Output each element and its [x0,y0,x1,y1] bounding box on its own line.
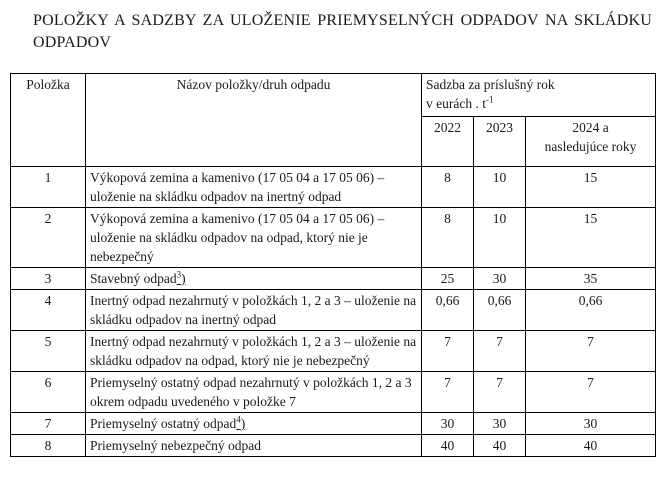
row-rate-2024: 35 [526,268,656,290]
row-rate-2022: 40 [422,435,474,457]
table-row [11,290,656,331]
row-waste-name [86,290,422,331]
row-rate-2024: 40 [526,435,656,457]
rates-table [10,73,656,457]
table-row [11,372,656,413]
table-row [11,435,656,457]
row-waste-name [86,331,422,372]
row-rate-2023: 30 [474,413,526,435]
header-sadzba-unit: v eurách . t [426,96,486,111]
row-waste-name-text: Priemyselný ostatný odpad nezahrnutý v položkách 1, 2 a 3 okrem odpadu uvedeného v položke 7 [90,375,412,409]
row-waste-name [86,372,422,413]
row-waste-name [86,167,422,208]
row-rate-2023: 7 [474,372,526,413]
header-sadzba-line-2 [426,94,651,113]
footnote-marker: $^3$) [176,269,186,286]
header-sadzba [422,74,656,117]
table-body [11,167,656,457]
table-row [11,167,656,208]
page-title [33,10,652,53]
row-item-number: 6 [11,372,86,413]
table-row [11,268,656,290]
row-waste-name-text: Výkopová zemina a kamenivo (17 05 04 a 17 05 06) – uloženie na skládku odpadov na inertný odpad [90,170,385,204]
title-line-1: POLOŽKY A SADZBY ZA ULOŽENIE PRIEMYSELNÝCH ODPADOV NA SKLÁDKU [33,12,652,29]
row-rate-2023: 7 [474,331,526,372]
row-waste-name-text: Inertný odpad nezahrnutý v položkách 1, 2 a 3 – uloženie na skládku odpadov na odpad, ktorý nie je nebezpečný [90,334,417,368]
header-sadzba-exponent: -1 [485,94,494,105]
row-rate-2024: 15 [526,208,656,268]
table-row [11,208,656,268]
table-row [11,331,656,372]
document-page [0,10,665,488]
header-year-2024-line-2: nasledujúce roky [544,139,637,154]
row-rate-2022: 30 [422,413,474,435]
table-row [11,413,656,435]
row-rate-2022: 8 [422,167,474,208]
header-year-2022: 2022 [422,117,474,167]
row-item-number: 5 [11,331,86,372]
row-item-number: 8 [11,435,86,457]
row-rate-2022: 8 [422,208,474,268]
header-nazov: Názov položky/druh odpadu [86,74,422,167]
row-rate-2024: 7 [526,372,656,413]
row-waste-name [86,413,422,435]
row-waste-name [86,435,422,457]
row-rate-2024: 0,66 [526,290,656,331]
row-rate-2023: 30 [474,268,526,290]
row-rate-2022: 7 [422,372,474,413]
title-line-2: ODPADOV [33,33,112,51]
row-item-number: 1 [11,167,86,208]
row-rate-2022: 7 [422,331,474,372]
row-rate-2024: 15 [526,167,656,208]
row-item-number: 3 [11,268,86,290]
row-rate-2023: 10 [474,167,526,208]
row-rate-2023: 10 [474,208,526,268]
row-waste-name-text: Inertný odpad nezahrnutý v položkách 1, 2 a 3 – uloženie na skládku odpadov na inertný odpad [90,293,417,327]
row-waste-name-text: Priemyselný nebezpečný odpad [90,438,261,453]
row-rate-2023: 40 [474,435,526,457]
header-sadzba-line-1: Sadzba za príslušný rok [426,77,555,92]
row-waste-name-text: Stavebný odpad [90,271,177,286]
row-waste-name-text: Výkopová zemina a kamenivo (17 05 04 a 17 05 06) – uloženie na skládku odpadov na odpad, ktorý nie je nebezpečný [90,211,385,264]
row-waste-name [86,268,422,290]
row-waste-name [86,208,422,268]
row-rate-2024: 30 [526,413,656,435]
row-rate-2022: 0,66 [422,290,474,331]
row-rate-2022: 25 [422,268,474,290]
header-year-2024 [526,117,656,167]
header-polozka: Položka [11,74,86,167]
header-year-2024-line-1: 2024 a [572,120,609,135]
row-waste-name-text: Priemyselný ostatný odpad [90,416,237,431]
footnote-marker: $^4$) [236,414,246,431]
row-item-number: 4 [11,290,86,331]
row-rate-2024: 7 [526,331,656,372]
header-row-1 [11,74,656,117]
row-item-number: 2 [11,208,86,268]
row-item-number: 7 [11,413,86,435]
row-rate-2023: 0,66 [474,290,526,331]
header-year-2023: 2023 [474,117,526,167]
